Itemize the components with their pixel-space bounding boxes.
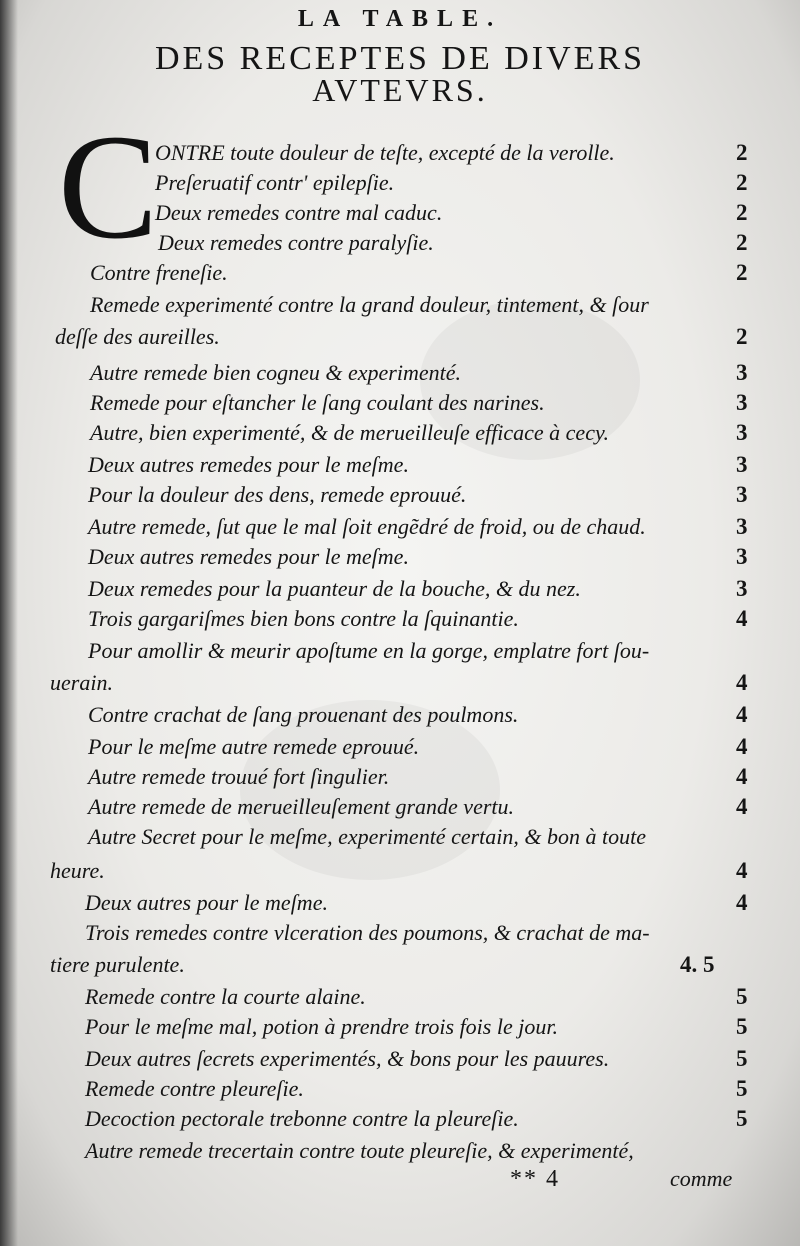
toc-entry-text: uerain.: [50, 670, 113, 695]
toc-entry-page-number: 2: [736, 324, 748, 349]
toc-entry: [0, 574, 800, 608]
toc-entry-text: Autre remede trecertain contre toute pleureſie, & experimenté,: [85, 1138, 634, 1163]
toc-entry: [0, 1012, 800, 1046]
toc-entry: [0, 258, 800, 292]
toc-entry: [0, 418, 800, 452]
toc-entry: [0, 1044, 800, 1078]
toc-entry-text: Autre Secret pour le meſme, experimenté certain, & bon à toute: [88, 824, 646, 849]
toc-entry-page-number: 5: [736, 1076, 748, 1101]
toc-entry-page-number: 4: [736, 734, 748, 759]
toc-entry-text: Autre remede de merueilleuſement grande vertu.: [88, 794, 515, 819]
toc-entry-text: Autre, bien experimenté, & de merueilleuſe efficace à cecy.: [90, 420, 610, 445]
toc-entry: [0, 450, 800, 484]
toc-entry-text: Pour le meſme mal, potion à prendre trois fois le jour.: [85, 1014, 558, 1039]
toc-entry-text: deſſe des aureilles.: [55, 324, 220, 349]
toc-entry-text: Pour la douleur des dens, remede eprouué.: [88, 482, 467, 507]
catchword: comme: [670, 1166, 733, 1191]
toc-entry: [0, 138, 800, 172]
toc-entry: [0, 512, 800, 546]
toc-entry-page-number: 3: [736, 514, 748, 539]
toc-entry-page-number: 5: [736, 1106, 748, 1131]
toc-entry-text: Pour le meſme autre remede eprouué.: [88, 734, 420, 759]
toc-entry: [0, 982, 800, 1016]
toc-entry-text: Deux remedes contre paralyſie.: [158, 230, 434, 255]
toc-entry-text: tiere purulente.: [50, 952, 185, 977]
toc-entry: [0, 542, 800, 576]
page-title-line-1: DES RECEPTES DE DIVERS: [154, 40, 646, 77]
toc-entry: [0, 950, 800, 984]
toc-entry-text: ONTRE toute douleur de teſte, excepté de la verolle.: [155, 140, 615, 165]
toc-entry-text: heure.: [50, 858, 105, 883]
toc-entry-text: Autre remede bien cogneu & experimenté.: [90, 360, 462, 385]
toc-entry-text: Deux remedes pour la puanteur de la bouche, & du nez.: [88, 576, 581, 601]
toc-entry-page-number: 4: [736, 606, 748, 631]
toc-entry-text: Deux autres pour le meſme.: [85, 890, 328, 915]
toc-entry-text: Deux autres remedes pour le meſme.: [88, 544, 409, 569]
toc-entry: [0, 480, 800, 514]
toc-entry-text: Autre remede trouué fort ſingulier.: [88, 764, 390, 789]
toc-entry-text: Deux remedes contre mal caduc.: [155, 200, 443, 225]
toc-entry-page-number: 3: [736, 544, 748, 569]
toc-entry-text: Remede pour eſtancher le ſang coulant des narines.: [90, 390, 545, 415]
toc-entry: [0, 168, 800, 202]
signature-mark: ** 4: [510, 1166, 560, 1192]
running-head: LA TABLE.: [297, 6, 503, 32]
toc-entry-page-number: 4. 5: [680, 952, 715, 977]
toc-entry: [0, 228, 800, 262]
toc-entry-page-number: 5: [736, 984, 748, 1009]
toc-entry-page-number: 3: [736, 390, 748, 415]
page-title-line-2: AVTEVRS.: [312, 72, 488, 108]
toc-entry: [0, 290, 800, 324]
toc-entry-page-number: 2: [736, 260, 748, 285]
toc-entry-page-number: 4: [736, 702, 748, 727]
toc-entry: [0, 636, 800, 670]
toc-entry: [0, 1074, 800, 1108]
toc-entry-page-number: 2: [736, 170, 748, 195]
toc-entry-text: Contre crachat de ſang prouenant des poulmons.: [88, 702, 519, 727]
toc-entry-page-number: 2: [736, 200, 748, 225]
toc-entry-text: Trois gargariſmes bien bons contre la ſquinantie.: [88, 606, 519, 631]
toc-entry-text: Remede contre pleureſie.: [85, 1076, 304, 1101]
toc-entry: [0, 762, 800, 796]
toc-entry-page-number: 5: [736, 1014, 748, 1039]
toc-entry-page-number: 4: [736, 858, 748, 883]
toc-entry: [0, 604, 800, 638]
toc-entry-page-number: 4: [736, 794, 748, 819]
toc-entry-page-number: 3: [736, 482, 748, 507]
page-footer: [0, 1166, 800, 1200]
toc-entry-text: Trois remedes contre vlceration des poumons, & crachat de ma-: [85, 920, 650, 945]
toc-entry: [0, 822, 800, 856]
toc-entry-page-number: 5: [736, 1046, 748, 1071]
toc-entry-page-number: 3: [736, 360, 748, 385]
toc-entry-text: Contre freneſie.: [90, 260, 228, 285]
toc-entry-text: Deux autres remedes pour le meſme.: [88, 452, 409, 477]
toc-entry-page-number: 3: [736, 452, 748, 477]
toc-entry-page-number: 4: [736, 670, 748, 695]
toc-entry-text: Pour amollir & meurir apoſtume en la gorge, emplatre fort ſou-: [88, 638, 650, 663]
toc-entry-text: Remede contre la courte alaine.: [85, 984, 366, 1009]
toc-entry-page-number: 3: [736, 576, 748, 601]
toc-entry-text: Remede experimenté contre la grand douleur, tintement, & ſour: [90, 292, 649, 317]
toc-entry-text: Deux autres ſecrets experimentés, & bons pour les pauures.: [85, 1046, 610, 1071]
toc-entry-text: Preſeruatif contr' epilepſie.: [155, 170, 395, 195]
toc-entry-page-number: 3: [736, 420, 748, 445]
toc-entry-page-number: 4: [736, 890, 748, 915]
toc-entry: [0, 388, 800, 422]
toc-entry-text: Autre remede, ſut que le mal ſoit engẽdré de froid, ou de chaud.: [88, 514, 646, 539]
toc-entry: [0, 918, 800, 952]
toc-entry-page-number: 2: [736, 140, 748, 165]
toc-entry: [0, 198, 800, 232]
toc-entry: [0, 888, 800, 922]
toc-entry: [0, 322, 800, 356]
toc-entry-page-number: 2: [736, 230, 748, 255]
toc-entry: [0, 668, 800, 702]
toc-entry-page-number: 4: [736, 764, 748, 789]
toc-entry: [0, 1104, 800, 1138]
toc-entry: [0, 792, 800, 826]
toc-entry: [0, 358, 800, 392]
toc-entry: [0, 1136, 800, 1170]
drop-cap-initial: C: [58, 104, 159, 270]
toc-entry-text: Decoction pectorale trebonne contre la pleureſie.: [85, 1106, 519, 1131]
toc-entry: [0, 700, 800, 734]
toc-entry: [0, 856, 800, 890]
toc-entry: [0, 732, 800, 766]
